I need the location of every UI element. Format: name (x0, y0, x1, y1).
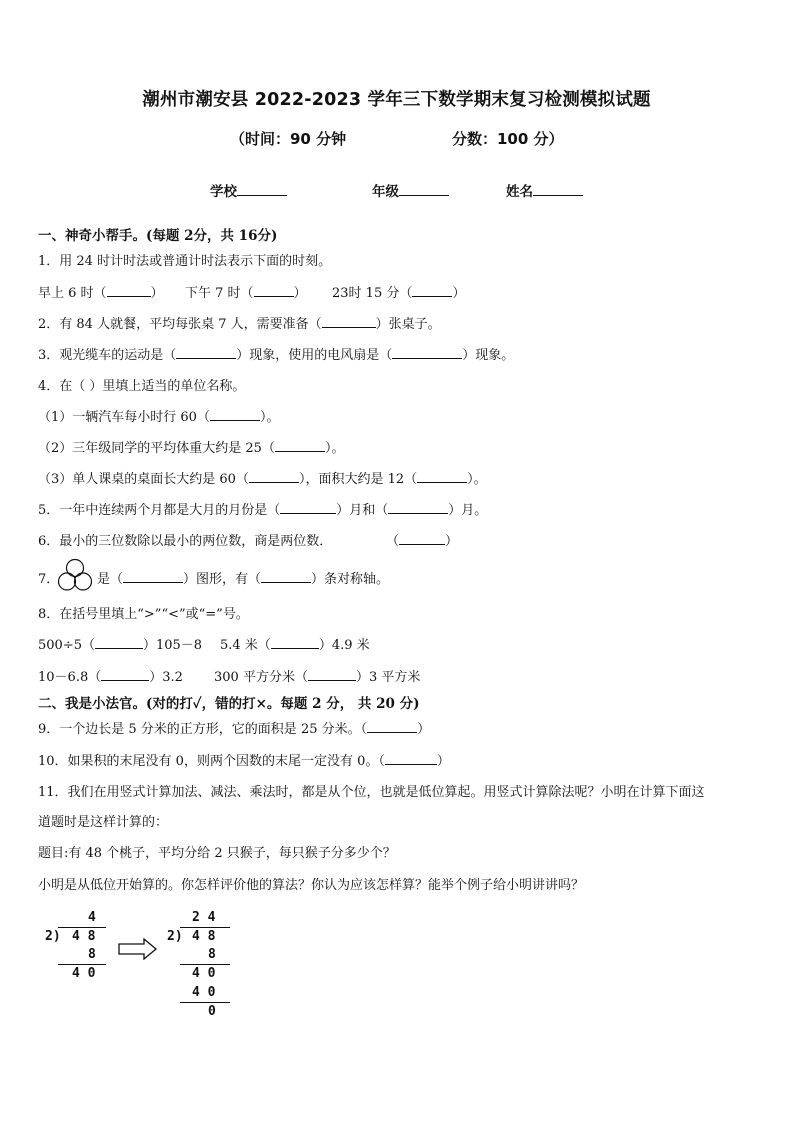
q8a-text: 500÷5（ (38, 638, 95, 653)
question-1c (332, 282, 465, 301)
page-title: 潮州市潮安县 2022-2023 学年三下数学期末复习检测模拟试题 (142, 90, 651, 110)
name-blank[interactable] (533, 182, 583, 196)
right-divisor: 2) (167, 929, 183, 944)
answer-blank[interactable] (107, 283, 151, 297)
left-division-bar (58, 927, 106, 928)
q8c-tail: ）3.2 (149, 670, 183, 685)
question-3 (38, 344, 514, 363)
question-8d (214, 666, 420, 685)
q8b-text: 5.4 米（ (220, 638, 271, 653)
left-step1: 8 (88, 947, 96, 962)
answer-blank[interactable] (399, 531, 445, 545)
grade-field[interactable] (372, 180, 449, 200)
question-6-answer (386, 530, 458, 549)
grade-blank[interactable] (399, 182, 449, 196)
q9-text: 9．一个边长是 5 分米的正方形，它的面积是 25 分米。（ (38, 722, 368, 737)
answer-blank[interactable] (388, 500, 448, 514)
answer-blank[interactable] (254, 283, 294, 297)
right-step3: 4 0 (192, 985, 216, 1000)
answer-blank[interactable] (271, 635, 319, 649)
name-label: 姓名 (506, 184, 533, 200)
question-8c (38, 666, 183, 685)
answer-blank[interactable] (249, 469, 299, 483)
right-result: 0 (208, 1004, 216, 1019)
q8d-tail: ）3 平方米 (355, 670, 421, 685)
q10-text: 10．如果积的末尾没有 0，则两个因数的末尾一定没有 0。（ (38, 754, 385, 769)
q3-mid: ）现象，使用的电风扇是（ (236, 348, 393, 363)
left-dividend: 4 8 (72, 929, 96, 944)
left-result: 4 0 (72, 966, 96, 981)
answer-blank[interactable] (280, 500, 336, 514)
close-paren: ） (293, 286, 307, 301)
q7-text: 是（ (97, 572, 124, 587)
right-quotient: 2 4 (192, 910, 216, 925)
question-8: 8．在括号里填上“>”“<”或“=”号。 (38, 607, 249, 622)
question-1a (38, 282, 164, 301)
question-4-3 (38, 468, 487, 487)
answer-blank[interactable] (367, 719, 417, 733)
answer-blank[interactable] (385, 751, 437, 765)
question-11-line1: 11．我们在用竖式计算加法、减法、乘法时，都是从个位，也就是低位算起。用竖式计算除法呢？小明在计算下面这 (38, 785, 705, 800)
question-10 (38, 750, 450, 769)
q4-1-text: （1）一辆汽车每小时行 60（ (38, 410, 210, 425)
question-8b (220, 634, 370, 653)
close-paren: ） (436, 754, 450, 769)
question-7-number: 7． (38, 572, 60, 587)
question-4: 4．在（ ）里填上适当的单位名称。 (38, 379, 246, 394)
three-circles-figure (57, 558, 93, 592)
q8a-tail: ）105－8 (142, 638, 203, 653)
q2-text: 2．有 84 人就餐，平均每张桌 7 人，需要准备（ (38, 317, 322, 332)
exam-score: 分数：100 分） (452, 130, 564, 148)
section1-heading: 一、神奇小帮手。(每题 2分，共 16分) (38, 228, 278, 244)
school-label: 学校 (210, 184, 237, 200)
answer-blank[interactable] (392, 345, 462, 359)
right-dividend: 4 8 (192, 929, 216, 944)
close-paren: ） (445, 534, 459, 549)
question-11-line4: 小明是从低位开始算的。你怎样评价他的算法？你认为应该怎样算？能举个例子给小明讲讲吗？ (38, 878, 585, 893)
exam-time: （时间：90 分钟 (230, 130, 347, 148)
q4-3-tail: ）。 (467, 472, 487, 487)
answer-blank[interactable] (210, 407, 260, 421)
close-paren: ） (452, 286, 466, 301)
name-field[interactable] (506, 180, 583, 200)
question-7 (97, 568, 389, 587)
question-6: 6．最小的三位数除以最小的两位数，商是两位数． (38, 534, 333, 549)
left-step-bar (58, 964, 106, 965)
right-division-bar (180, 927, 230, 928)
answer-blank[interactable] (123, 569, 183, 583)
close-paren: ） (417, 722, 431, 737)
answer-blank[interactable] (322, 314, 376, 328)
q1b-text: 下午 7 时（ (185, 286, 254, 301)
q4-3-text: （3）单人课桌的桌面长大约是 60（ (38, 472, 249, 487)
q3-text: 3．观光缆车的运动是（ (38, 348, 177, 363)
q2-tail: ）张桌子。 (375, 317, 441, 332)
q5-mid: ）月和（ (336, 503, 389, 518)
right-step1: 8 (208, 947, 216, 962)
right-arrow-icon (118, 938, 158, 960)
question-2 (38, 313, 441, 332)
q8d-text: 300 平方分米（ (214, 670, 308, 685)
right-step-bar-1 (180, 964, 230, 965)
q7-tail: ）条对称轴。 (311, 572, 390, 587)
left-quotient: 4 (88, 910, 96, 925)
answer-blank[interactable] (412, 283, 452, 297)
close-paren: ） (150, 286, 164, 301)
question-4-2 (38, 437, 344, 456)
open-paren: （ (386, 534, 400, 549)
q4-3-mid: ），面积大约是 12（ (298, 472, 418, 487)
question-9 (38, 718, 430, 737)
q1a-text: 早上 6 时（ (38, 286, 107, 301)
question-1b (185, 282, 307, 301)
answer-blank[interactable] (176, 345, 236, 359)
school-field[interactable] (210, 180, 287, 200)
question-1: 1．用 24 时计时法或普通计时法表示下面的时刻。 (38, 254, 332, 269)
question-8a (38, 634, 202, 653)
q4-1-tail: ）。 (259, 410, 280, 425)
q3-tail: ）现象。 (462, 348, 515, 363)
question-4-1 (38, 406, 279, 425)
q1c-text: 23时 15 分（ (332, 286, 413, 301)
answer-blank[interactable] (308, 667, 356, 681)
answer-blank[interactable] (95, 635, 143, 649)
school-blank[interactable] (237, 182, 287, 196)
answer-blank[interactable] (261, 569, 311, 583)
answer-blank[interactable] (101, 667, 149, 681)
answer-blank[interactable] (275, 438, 325, 452)
q5-text: 5．一年中连续两个月都是大月的月份是（ (38, 503, 281, 518)
q5-tail: ）月。 (448, 503, 488, 518)
q7-mid: ）图形，有（ (183, 572, 262, 587)
q4-2-text: （2）三年级同学的平均体重大约是 25（ (38, 441, 275, 456)
q8b-tail: ）4.9 米 (318, 638, 370, 653)
left-divisor: 2) (45, 929, 61, 944)
question-11-line3: 题目:有 48 个桃子，平均分给 2 只猴子，每只猴子分多少个？ (38, 846, 396, 861)
question-11-line2: 道题时是这样计算的： (38, 815, 169, 830)
q4-2-tail: ）。 (324, 441, 345, 456)
right-step2: 4 0 (192, 966, 216, 981)
question-5 (38, 499, 487, 518)
section2-heading: 二、我是小法官。(对的打✓，错的打×。每题 2 分， 共 20 分) (38, 696, 420, 712)
q8c-text: 10－6.8（ (38, 670, 102, 685)
right-step-bar-2 (180, 1002, 230, 1003)
grade-label: 年级 (372, 184, 399, 200)
answer-blank[interactable] (417, 469, 467, 483)
